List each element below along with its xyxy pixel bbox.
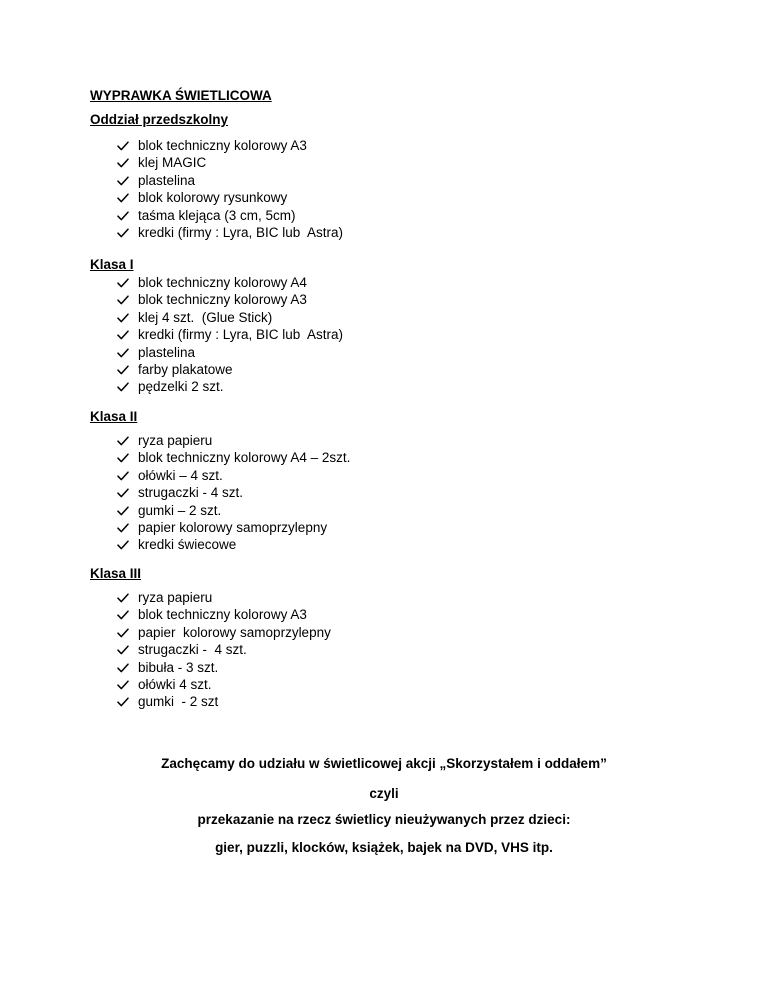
list-item [117,641,331,658]
list-item [117,344,343,361]
list-item-label: plastelina [138,344,196,360]
list-item-label: klej 4 szt. (Glue Stick) [138,309,273,325]
check-icon [117,326,131,343]
list-klasa-3 [117,589,331,711]
list-item-label: blok techniczny kolorowy A3 [138,292,307,308]
section-heading-klasa-2: Klasa II [90,409,138,424]
list-item [117,693,331,710]
list-item [117,502,350,519]
check-icon [117,137,131,154]
list-item [117,361,343,378]
list-item [117,624,331,641]
list-item [117,536,350,553]
list-item-label: papier kolorowy samoprzylepny [138,519,328,535]
list-item [117,484,350,501]
list-item-label: ołówki 4 szt. [138,676,212,692]
list-item [117,676,331,693]
list-item [117,449,350,466]
check-icon [117,606,131,623]
list-item [117,519,350,536]
list-item-label: gumki – 2 szt. [138,502,222,518]
closing-invitation: Zachęcamy do udziału w świetlicowej akcji „Skorzystałem i oddałem” [161,756,607,771]
list-item [117,137,343,154]
list-item-label: blok techniczny kolorowy A4 – 2szt. [138,450,351,466]
list-item-label: farby plakatowe [138,361,233,377]
section-heading-klasa-1: Klasa I [90,257,134,272]
check-icon [117,291,131,308]
check-icon [117,172,131,189]
list-item-label: strugaczki - 4 szt. [138,485,244,501]
check-icon [117,224,131,241]
check-icon [117,659,131,676]
list-item [117,274,343,291]
list-item [117,207,343,224]
list-item [117,224,343,241]
check-icon [117,502,131,519]
list-item-label: kredki (firmy : Lyra, BIC lub Astra) [138,327,344,343]
closing-items: gier, puzzli, klocków, książek, bajek na DVD, VHS itp. [215,840,553,855]
closing-connector: czyli [369,786,399,801]
check-icon [117,449,131,466]
list-item-label: pędzelki 2 szt. [138,379,224,395]
list-item-label: klej MAGIC [138,155,207,171]
check-icon [117,676,131,693]
check-icon [117,154,131,171]
list-item-label: blok techniczny kolorowy A3 [138,607,307,623]
check-icon [117,467,131,484]
list-item [117,291,343,308]
list-item-label: ryza papieru [138,590,213,605]
list-item [117,189,343,206]
section-heading-klasa-3: Klasa III [90,566,142,581]
check-icon [117,641,131,658]
list-item-label: blok techniczny kolorowy A3 [138,138,307,153]
list-item [117,154,343,171]
check-icon [117,344,131,361]
check-icon [117,378,131,395]
list-item-label: strugaczki - 4 szt. [138,642,247,658]
list-item [117,659,331,676]
check-icon [117,624,131,641]
list-item-label: blok techniczny kolorowy A4 [138,275,307,290]
list-item [117,432,350,449]
list-item-label: ryza papieru [138,433,213,448]
list-item [117,606,331,623]
check-icon [117,536,131,553]
check-icon [117,432,131,449]
list-item [117,378,343,395]
list-item [117,309,343,326]
list-klasa-2 [117,432,350,554]
list-klasa-1 [117,274,343,396]
list-item [117,467,350,484]
check-icon [117,484,131,501]
check-icon [117,589,131,606]
list-item-label: plastelina [138,172,196,188]
document-title: WYPRAWKA ŚWIETLICOWA [90,88,272,103]
list-item-label: gumki - 2 szt [138,694,219,710]
list-item-label: kredki świecowe [138,537,237,553]
list-item-label: bibuła - 3 szt. [138,659,219,675]
check-icon [117,274,131,291]
section-heading-preschool: Oddział przedszkolny [90,112,229,127]
check-icon [117,189,131,206]
check-icon [117,519,131,536]
list-item [117,326,343,343]
closing-description: przekazanie na rzecz świetlicy nieużywanych przez dzieci: [197,812,571,827]
check-icon [117,207,131,224]
list-item-label: papier kolorowy samoprzylepny [138,624,331,640]
list-item [117,172,343,189]
check-icon [117,309,131,326]
check-icon [117,693,131,710]
list-item-label: blok kolorowy rysunkowy [138,190,288,206]
check-icon [117,361,131,378]
list-item-label: taśma klejąca (3 cm, 5cm) [138,207,296,223]
list-item-label: kredki (firmy : Lyra, BIC lub Astra) [138,224,344,240]
list-preschool [117,137,343,241]
list-item-label: ołówki – 4 szt. [138,467,223,483]
list-item [117,589,331,606]
